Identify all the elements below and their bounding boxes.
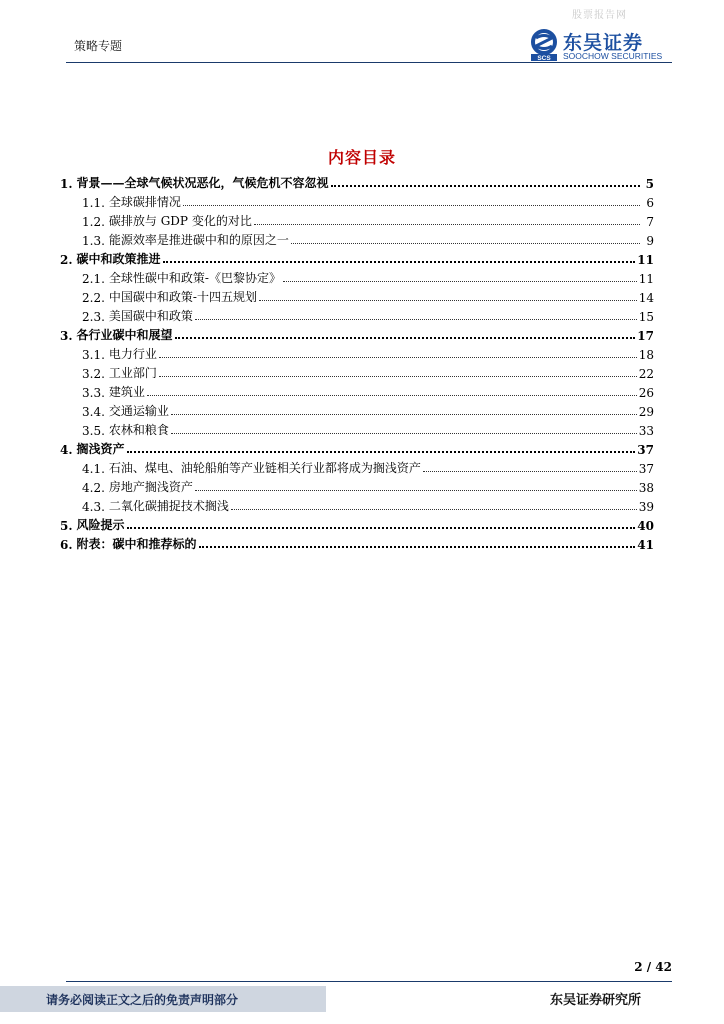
toc-entry[interactable] xyxy=(60,324,654,343)
toc-entry-number: 6. xyxy=(60,538,73,552)
toc-entry-number: 1.3. xyxy=(82,234,105,248)
toc-entry[interactable] xyxy=(60,229,654,248)
toc-entry-number: 2. xyxy=(60,253,73,267)
disclaimer-text: 请务必阅读正文之后的免责声明部分 xyxy=(46,993,239,1007)
toc-entry-page: 11 xyxy=(637,253,654,267)
toc-entry-number: 1. xyxy=(60,177,73,191)
watermark: 股票报告网 xyxy=(572,10,627,21)
toc-entry-number: 4. xyxy=(60,443,73,457)
toc-entry-page: 11 xyxy=(638,272,654,286)
toc-entry-number: 2.1. xyxy=(82,272,105,286)
toc-entry-text: 碳中和政策推进 xyxy=(76,252,161,266)
toc-title: 内容目录 xyxy=(327,148,396,167)
toc-entry-page: 40 xyxy=(637,519,654,533)
toc-entry[interactable] xyxy=(60,495,654,514)
toc-entry[interactable] xyxy=(60,457,654,476)
toc-entry[interactable] xyxy=(60,267,654,286)
page-number: 2 / 42 xyxy=(634,960,672,974)
toc-entry-page: 38 xyxy=(638,481,654,495)
toc-entry-text: 中国碳中和政策-十四五规划 xyxy=(108,290,257,304)
toc-entry-text: 全球性碳中和政策-《巴黎协定》 xyxy=(108,271,281,285)
toc-entry-page: 14 xyxy=(638,291,654,305)
toc-entry-page: 39 xyxy=(638,500,654,514)
toc-entry[interactable] xyxy=(60,438,654,457)
toc-entry-number: 3.1. xyxy=(82,348,105,362)
toc-entry-text: 全球碳排情况 xyxy=(108,195,181,209)
report-category: 策略专题 xyxy=(74,39,123,53)
header-divider xyxy=(66,62,672,63)
company-logo xyxy=(529,29,674,61)
toc-entry-text: 碳排放与 GDP 变化的对比 xyxy=(108,214,252,228)
toc-entry[interactable] xyxy=(60,343,654,362)
toc-leader xyxy=(159,376,637,377)
toc-entry-page: 29 xyxy=(638,405,654,419)
toc-entry-text: 石油、煤电、油轮船舶等产业链相关行业都将成为搁浅资产 xyxy=(108,461,421,475)
toc-leader xyxy=(127,451,636,453)
toc-leader xyxy=(163,261,636,263)
toc-entry[interactable] xyxy=(60,191,654,210)
toc-entry-number: 4.2. xyxy=(82,481,105,495)
toc-entry-text: 各行业碳中和展望 xyxy=(76,328,173,342)
toc-entry-text: 建筑业 xyxy=(108,385,145,399)
toc-entry[interactable] xyxy=(60,476,654,495)
toc-entry-text: 背景——全球气候状况恶化，气候危机不容忽视 xyxy=(76,176,329,190)
toc-leader xyxy=(291,243,640,244)
toc-leader xyxy=(195,490,637,491)
toc-entry-number: 3. xyxy=(60,329,73,343)
toc-leader xyxy=(259,300,637,301)
toc-entry-text: 附表：碳中和推荐标的 xyxy=(76,537,197,551)
toc-entry-number: 1.2. xyxy=(82,215,105,229)
toc-leader xyxy=(171,414,637,415)
toc-entry-page: 22 xyxy=(638,367,654,381)
logo-mark-text: SCS xyxy=(537,55,551,61)
toc-entry-page: 37 xyxy=(637,443,654,457)
toc-entry-number: 2.3. xyxy=(82,310,105,324)
toc-leader xyxy=(231,509,637,510)
toc-entry-text: 交通运输业 xyxy=(108,404,169,418)
toc-leader xyxy=(199,546,636,548)
toc-entry-number: 4.3. xyxy=(82,500,105,514)
toc-entry-text: 房地产搁浅资产 xyxy=(108,480,193,494)
toc-entry-page: 17 xyxy=(637,329,654,343)
toc-entry[interactable] xyxy=(60,248,654,267)
toc-entry-page: 26 xyxy=(638,386,654,400)
toc-entry-page: 33 xyxy=(638,424,654,438)
toc-leader xyxy=(183,205,640,206)
toc-entry-text: 能源效率是推进碳中和的原因之一 xyxy=(108,233,289,247)
toc-entry-page: 6 xyxy=(646,196,654,210)
toc-entry[interactable] xyxy=(60,533,654,552)
toc-entry-text: 二氧化碳捕捉技术搁浅 xyxy=(108,499,229,513)
toc-entry[interactable] xyxy=(60,305,654,324)
toc-entry-number: 2.2. xyxy=(82,291,105,305)
toc-entry-number: 1.1. xyxy=(82,196,105,210)
toc-leader xyxy=(171,433,637,434)
logo-chinese-name: 东吴证券 xyxy=(563,32,644,54)
table-of-contents xyxy=(60,172,654,552)
toc-entry-page: 7 xyxy=(646,215,654,229)
toc-entry[interactable] xyxy=(60,419,654,438)
toc-entry-number: 3.3. xyxy=(82,386,105,400)
toc-entry-page: 37 xyxy=(638,462,654,476)
toc-entry[interactable] xyxy=(60,400,654,419)
toc-leader xyxy=(331,185,640,187)
toc-entry-page: 18 xyxy=(638,348,654,362)
toc-entry-page: 41 xyxy=(637,538,654,552)
toc-entry-number: 3.4. xyxy=(82,405,105,419)
toc-entry-number: 5. xyxy=(60,519,73,533)
toc-entry-text: 电力行业 xyxy=(108,347,157,361)
toc-leader xyxy=(175,337,636,339)
toc-entry-text: 农林和粮食 xyxy=(108,423,169,437)
toc-leader xyxy=(254,224,640,225)
disclaimer-band xyxy=(0,986,326,1012)
toc-entry[interactable] xyxy=(60,172,654,191)
toc-entry[interactable] xyxy=(60,362,654,381)
toc-entry[interactable] xyxy=(60,381,654,400)
institute-name: 东吴证券研究所 xyxy=(550,993,642,1008)
toc-entry[interactable] xyxy=(60,210,654,229)
toc-leader xyxy=(195,319,637,320)
toc-entry[interactable] xyxy=(60,286,654,305)
footer-divider xyxy=(66,981,672,982)
toc-entry-number: 3.5. xyxy=(82,424,105,438)
toc-leader xyxy=(159,357,637,358)
toc-entry-page: 5 xyxy=(645,177,654,191)
toc-entry-number: 3.2. xyxy=(82,367,105,381)
toc-entry-text: 工业部门 xyxy=(108,366,157,380)
toc-leader xyxy=(147,395,637,396)
toc-leader xyxy=(127,527,636,529)
toc-entry-number: 4.1. xyxy=(82,462,105,476)
toc-entry[interactable] xyxy=(60,514,654,533)
toc-entry-text: 美国碳中和政策 xyxy=(108,309,193,323)
soochow-logo-icon xyxy=(529,29,559,61)
toc-entry-text: 搁浅资产 xyxy=(76,442,125,456)
logo-english-name: SOOCHOW SECURITIES xyxy=(563,51,663,61)
toc-entry-text: 风险提示 xyxy=(76,518,125,532)
toc-leader xyxy=(423,471,637,472)
toc-entry-page: 9 xyxy=(646,234,654,248)
toc-leader xyxy=(283,281,637,282)
toc-entry-page: 15 xyxy=(638,310,654,324)
